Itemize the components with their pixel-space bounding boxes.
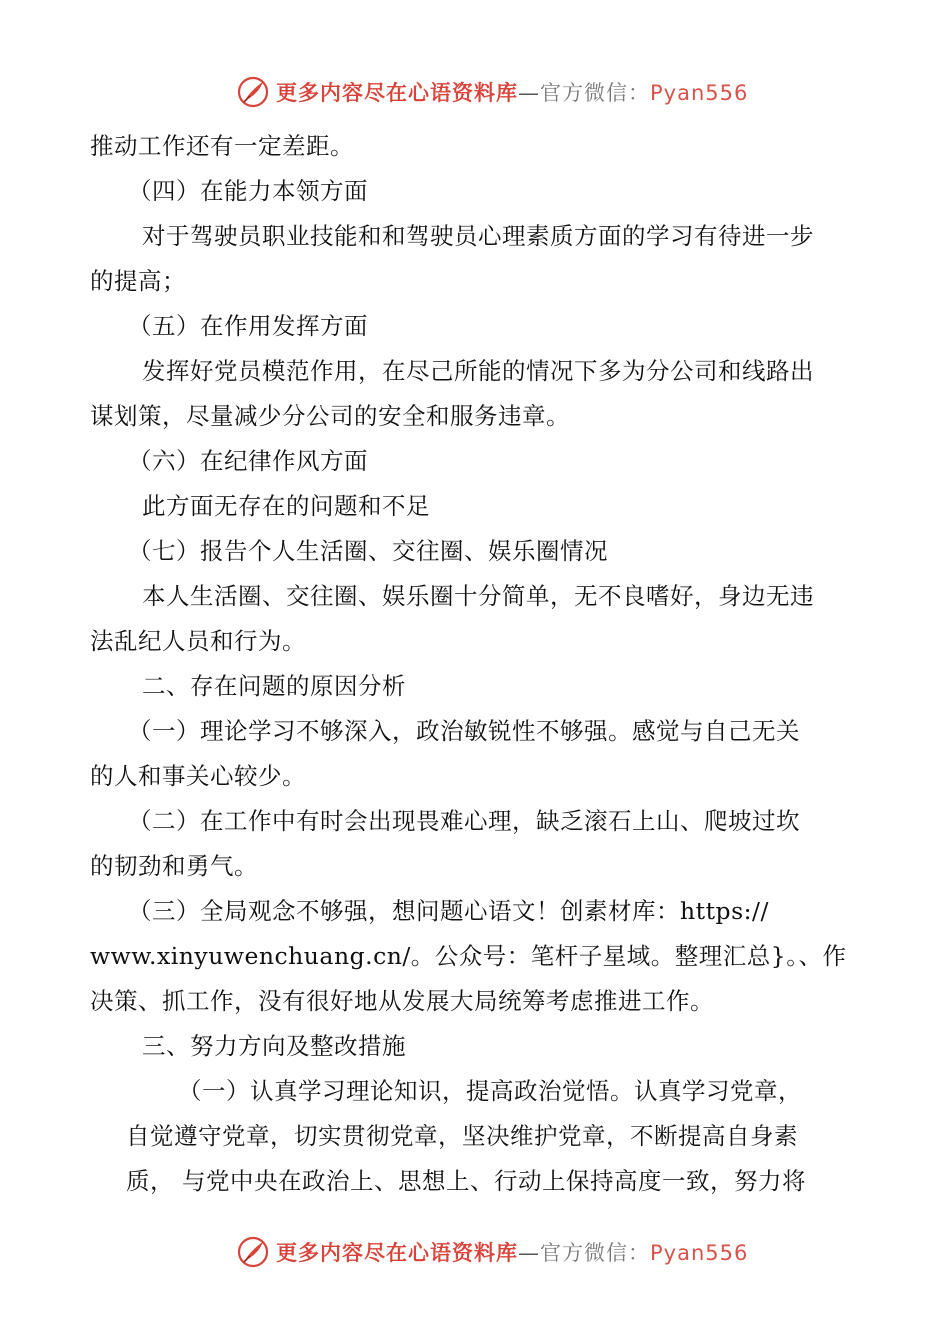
section-heading: （六）在纪律作风方面 bbox=[128, 447, 368, 475]
section-heading: 三、努力方向及整改措施 bbox=[142, 1032, 406, 1060]
paragraph-line: 对于驾驶员职业技能和和驾驶员心理素质方面的学习有待进一步 bbox=[142, 222, 814, 250]
paragraph-line: 自觉遵守党章，切实贯彻党章，坚决维护党章，不断提高自身素 bbox=[126, 1122, 798, 1150]
watermark-brand: 更多内容尽在心语资料库 bbox=[276, 1241, 518, 1265]
header-watermark-banner bbox=[236, 72, 749, 112]
watermark-separator: — bbox=[518, 1241, 540, 1265]
document-body bbox=[90, 124, 866, 1204]
paragraph-line: 发挥好党员模范作用，在尽己所能的情况下多为分公司和线路出 bbox=[142, 357, 814, 385]
paragraph-line: 法乱纪人员和行为。 bbox=[90, 627, 306, 655]
watermark-wechat-label: 官方微信： bbox=[540, 81, 650, 105]
paragraph-line: 推动工作还有一定差距。 bbox=[90, 132, 354, 160]
watermark-wechat-label: 官方微信： bbox=[540, 1241, 650, 1265]
footer-watermark-banner bbox=[236, 1232, 749, 1272]
paragraph-line: 谋划策，尽量减少分公司的安全和服务违章。 bbox=[90, 402, 570, 430]
section-heading: （五）在作用发挥方面 bbox=[128, 312, 368, 340]
watermark-separator: — bbox=[518, 81, 540, 105]
watermark-brand: 更多内容尽在心语资料库 bbox=[276, 81, 518, 105]
paragraph-line: （三）全局观念不够强，想问题心语文！创素材库：https:// bbox=[128, 897, 769, 925]
watermark-text bbox=[276, 1237, 748, 1267]
watermark-wechat-id: Pyan556 bbox=[650, 1241, 749, 1265]
section-heading: 二、存在问题的原因分析 bbox=[142, 672, 406, 700]
paragraph-line: （一）理论学习不够深入，政治敏锐性不够强。感觉与自己无关 bbox=[128, 717, 800, 745]
paragraph-line: 质， 与党中央在政治上、思想上、行动上保持高度一致，努力将 bbox=[126, 1167, 806, 1195]
paragraph-line: 本人生活圈、交往圈、娱乐圈十分简单，无不良嗜好，身边无违 bbox=[142, 582, 814, 610]
quill-logo-icon bbox=[236, 75, 270, 109]
paragraph-line: 决策、抓工作，没有很好地从发展大局统筹考虑推进工作。 bbox=[90, 987, 714, 1015]
paragraph-line: （一）认真学习理论知识，提高政治觉悟。认真学习党章， bbox=[178, 1077, 802, 1105]
watermark-wechat-id: Pyan556 bbox=[650, 81, 749, 105]
paragraph-line: 的人和事关心较少。 bbox=[90, 762, 306, 790]
section-heading: （七）报告个人生活圈、交往圈、娱乐圈情况 bbox=[128, 537, 608, 565]
paragraph-line: 此方面无存在的问题和不足 bbox=[142, 492, 430, 520]
quill-logo-icon bbox=[236, 1235, 270, 1269]
paragraph-line: www.xinyuwenchuang.cn/。公众号：笔杆子星域。整理汇总}。、作 bbox=[90, 942, 847, 970]
paragraph-line: 的提高； bbox=[90, 267, 186, 295]
paragraph-line: （二）在工作中有时会出现畏难心理，缺乏滚石上山、爬坡过坎 bbox=[128, 807, 800, 835]
watermark-text bbox=[276, 77, 748, 107]
paragraph-line: 的韧劲和勇气。 bbox=[90, 852, 258, 880]
section-heading: （四）在能力本领方面 bbox=[128, 177, 368, 205]
